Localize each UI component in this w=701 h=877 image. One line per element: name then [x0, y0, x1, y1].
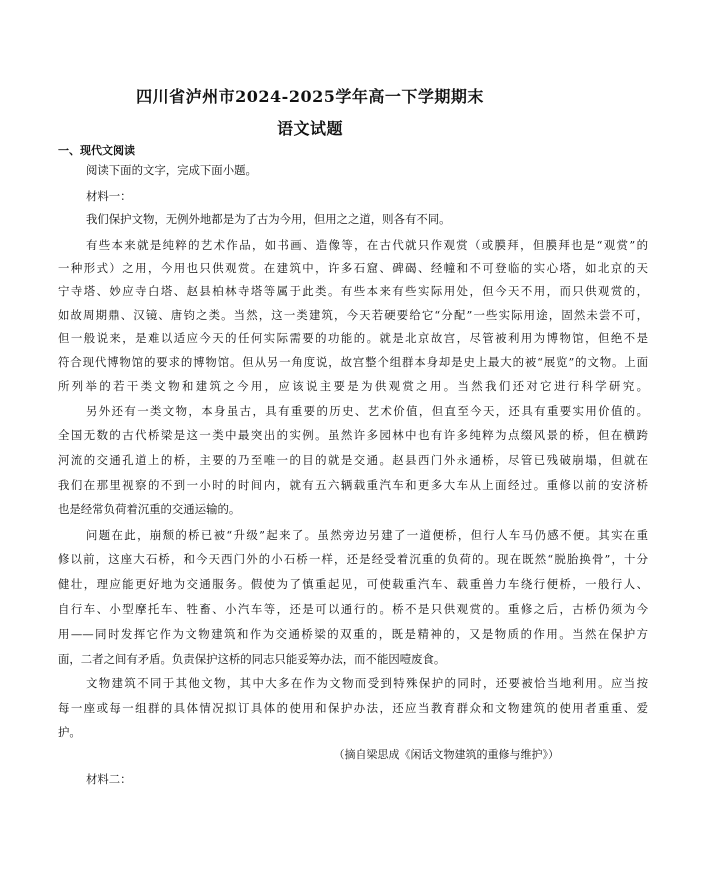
- material-one-label: 材料一：: [86, 189, 132, 203]
- paragraph-line: 修以前，这座大石桥，和今天西门外的小石桥一样，还是经受着沉重的负荷的。现在既然“脱胎换骨”，十分: [58, 552, 648, 566]
- paragraph-line: 健壮，理应能更好地为交通服务。假使为了慎重起见，可使载重汽车、载重兽力车绕行便桥，一般行人、: [58, 577, 648, 591]
- paragraph-line: 一种形式）之用，今用也只供观赏。在建筑中，许多石窟、碑碣、经幢和不可登临的实心塔，如北京的天: [58, 261, 648, 275]
- paragraph-line: 有些本来就是纯粹的艺术作品，如书画、造像等，在古代就只作观赏（或膜拜，但膜拜也是“观赏”的: [86, 238, 648, 252]
- paragraph-line: 护。: [58, 725, 81, 739]
- material-two-label: 材料二：: [86, 772, 132, 786]
- paragraph-line: 符合现代博物馆的要求的博物馆。但从另一角度说，故宫整个组群本身却是史上最大的被“展览”的文物。上面: [58, 355, 648, 369]
- paragraph-line: 问题在此，崩颓的桥已被“升级”起来了。虽然旁边另建了一道便桥，但行人车马仍感不便。其实在重: [86, 528, 648, 542]
- paragraph-line: 如故周期鼎、汉镜、唐钧之类。当然，这一类建筑，今天若硬要给它“分配”一些实际用途，固然未尝不可，: [58, 308, 648, 322]
- section-heading: 一、现代文阅读: [58, 144, 135, 157]
- paragraph-line: 宁寺塔、妙应寺白塔、赵县柏林寺塔等属于此类。有些本来有些实际用处，但今天不用，而只供观赏的，: [58, 284, 648, 298]
- paragraph-line: 但一般说来，是难以适应今天的任何实际需要的功能的。就是北京故宫，尽管被利用为博物馆，但绝不是: [58, 331, 648, 345]
- document-subtitle: 语文试题: [276, 119, 343, 138]
- paragraph-line: 所列举的若干类文物和建筑之今用，应该说主要是为供观赏之用。当然我们还对它进行科学研究。: [58, 379, 648, 393]
- citation: （摘自梁思成《闲话文物建筑的重修与维护》）: [333, 748, 559, 761]
- paragraph-line: 每一座或每一组群的具体情况拟订具体的使用和保护办法，还应当教育群众和文物建筑的使用者重重、爱: [58, 701, 648, 715]
- paragraph-line: 文物建筑不同于其他文物，其中大多在作为文物而受到特殊保护的同时，还要被恰当地利用。应当按: [86, 676, 648, 690]
- paragraph-line: 也是经常负荷着沉重的交通运输的。: [58, 502, 241, 516]
- document-title: 四川省泸州市2024-2025学年高一下学期期末: [136, 87, 484, 106]
- paragraph-line: 我们保护文物，无例外地都是为了古为今用，但用之之道，则各有不同。: [86, 212, 451, 226]
- paragraph-line: 河流的交通孔道上的桥，主要的乃至唯一的目的就是交通。赵县西门外永通桥，尽管已残破崩塌，但就在: [58, 453, 648, 467]
- paragraph-line: 另外还有一类文物，本身虽古，具有重要的历史、艺术价值，但直至今天，还具有重要实用价值的。: [86, 404, 648, 418]
- instruction-text: 阅读下面的文字，完成下面小题。: [86, 163, 257, 177]
- paragraph-line: 全国无数的古代桥梁是这一类中最突出的实例。虽然许多园林中也有许多纯粹为点缀风景的桥，但在横跨: [58, 428, 648, 442]
- paragraph-line: 用——同时发挥它作为文物建筑和作为交通桥梁的双重的，既是精神的，又是物质的作用。当然在保护方: [58, 627, 648, 641]
- paragraph-line: 自行车、小型摩托车、牲畜、小汽车等，还是可以通行的。桥不是只供观赏的。重修之后，古桥仍须为今: [58, 602, 648, 616]
- paragraph-line: 我们在那里视察的不到一小时的时间内，就有五六辆载重汽车和更多大车从上面经过。重修以前的安济桥: [58, 478, 648, 492]
- paragraph-line: 面，二者之间有矛盾。负责保护这桥的同志只能妥筹办法，而不能因噎废食。: [58, 652, 446, 666]
